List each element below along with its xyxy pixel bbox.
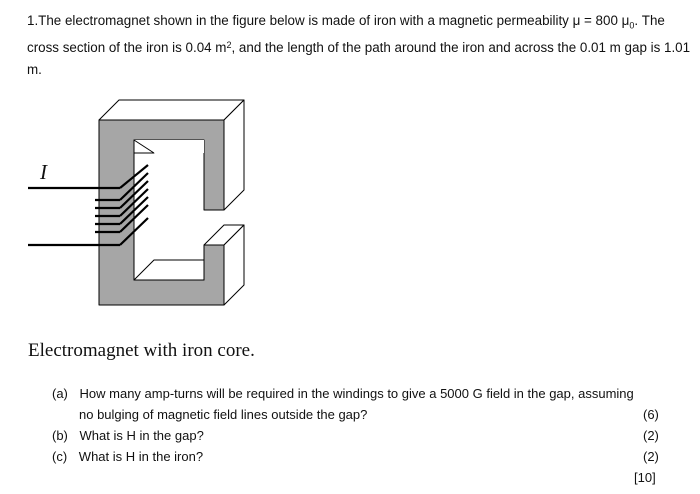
question-c-marks: (2) — [643, 449, 659, 464]
question-b-text: What is H in the gap? — [79, 428, 204, 443]
question-a-text: How many amp-turns will be required in the windings to give a 5000 G field in the gap, assuming — [79, 386, 634, 401]
core-inner-bottom — [134, 260, 204, 280]
core-upper-right-face — [224, 100, 244, 210]
total-marks: [10] — [634, 470, 656, 485]
question-b-label: (b) — [52, 428, 68, 443]
figure-caption: Electromagnet with iron core. — [28, 340, 255, 361]
question-b-marks: (2) — [643, 428, 659, 443]
question-c-label: (c) — [52, 449, 68, 464]
area-exponent: 2 — [226, 39, 232, 50]
question-a-continuation: no bulging of magnetic field lines outside the gap? — [79, 407, 368, 422]
question-c — [52, 446, 203, 467]
question-a-label: (a) — [52, 386, 68, 401]
intro-text-2: . The cross section of the iron is 0.04 m — [27, 13, 665, 55]
mu-subscript: 0 — [629, 20, 635, 31]
question-a-marks: (6) — [643, 407, 659, 422]
iron-core — [99, 100, 244, 305]
core-top-face — [99, 100, 244, 120]
question-a — [52, 383, 634, 404]
problem-statement — [27, 10, 693, 81]
electromagnet-figure — [20, 95, 260, 335]
intro-text-3: , and the length of the path around the iron and across the 0.01 m gap is 1.01 m. — [27, 39, 691, 77]
intro-text-1: 1.The electromagnet shown in the figure below is made of iron with a magnetic permeability μ = 800 μ — [27, 13, 630, 28]
question-b — [52, 425, 204, 446]
question-c-text: What is H in the iron? — [78, 449, 204, 464]
current-label: I — [40, 160, 47, 184]
